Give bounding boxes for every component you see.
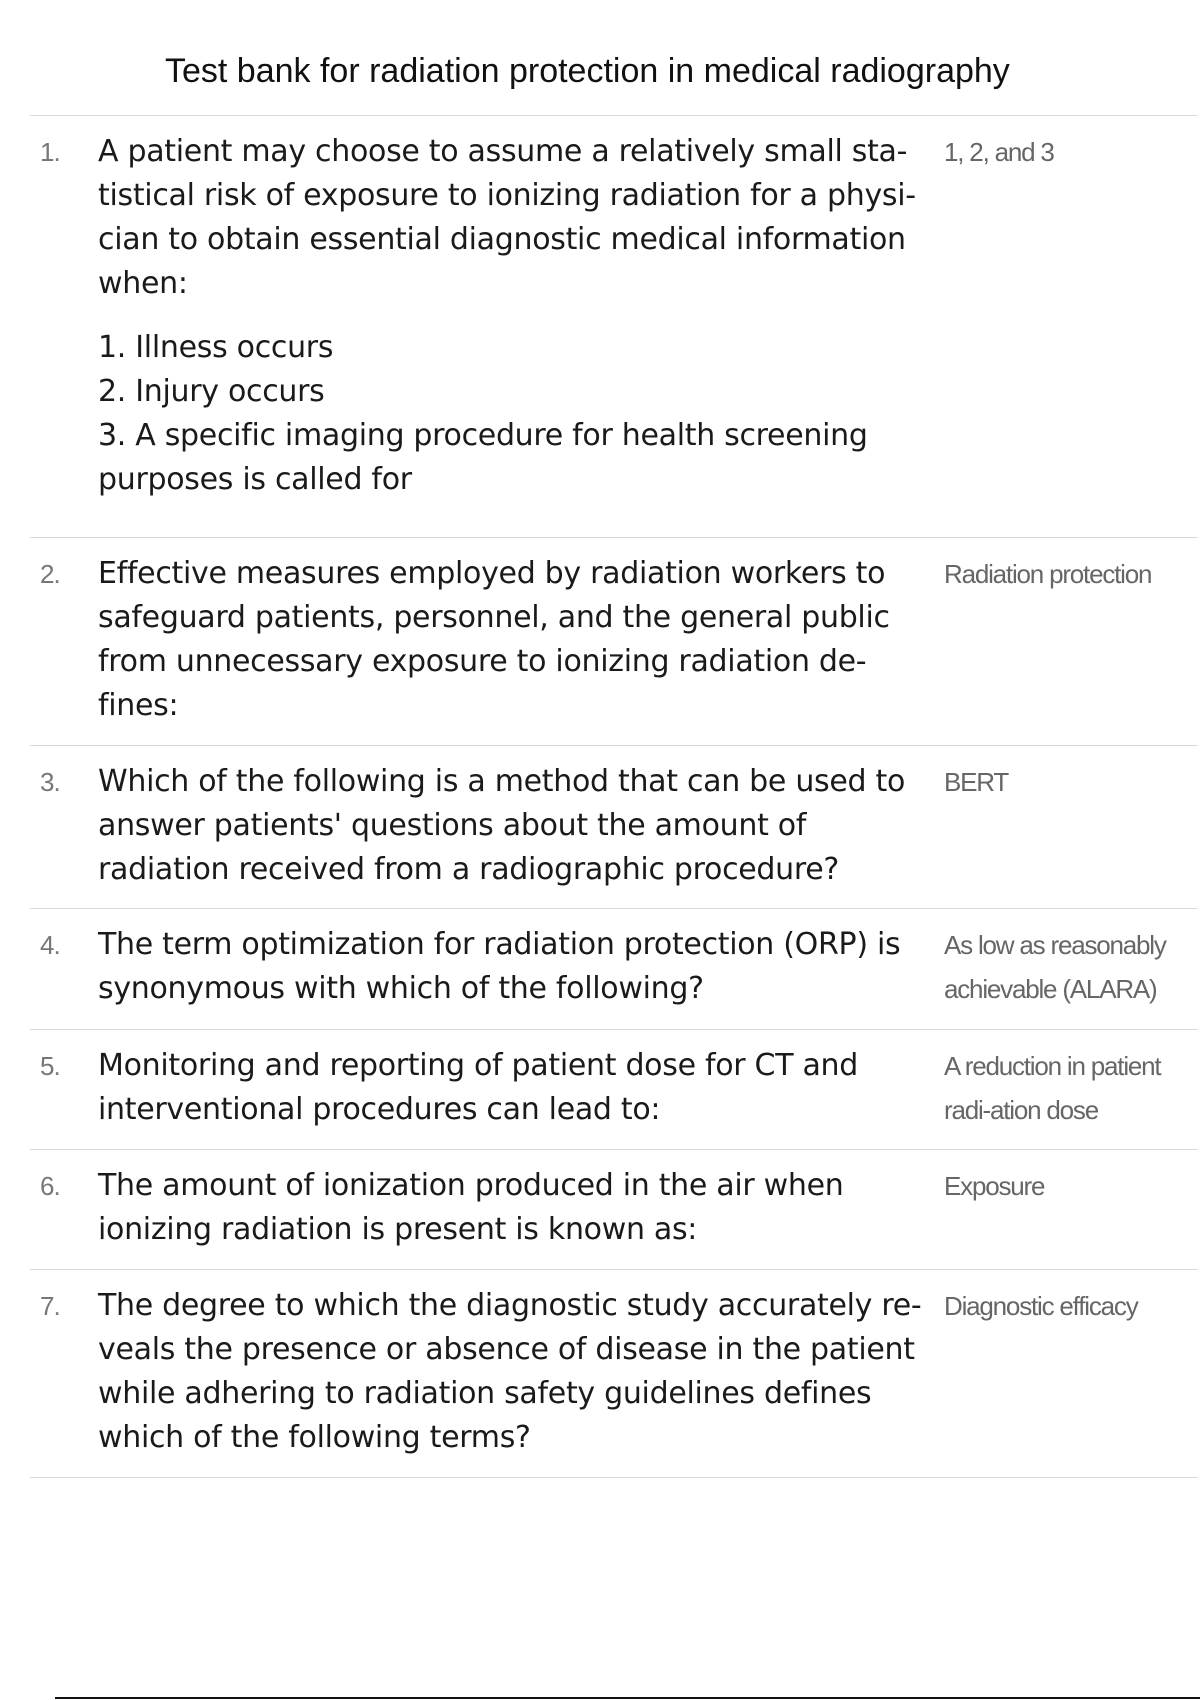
- question-option: 3. A specific imaging procedure for health screening purposes is called for: [98, 418, 868, 497]
- question-number: 2.: [40, 559, 60, 589]
- question-row-2: [30, 538, 1198, 746]
- question-text: [98, 552, 930, 728]
- question-stem: The term optimization for radiation protection (ORP) is synonymous with which of the following?: [98, 927, 901, 1006]
- question-row-7: [30, 1270, 1198, 1478]
- question-row-6: [30, 1150, 1198, 1270]
- question-stem: A patient may choose to assume a relatively small sta-tistical risk of exposure to ionizing radiation for a physi-cian to obtain essential diagnostic medical information when:: [98, 134, 916, 301]
- question-options: [98, 326, 930, 502]
- question-text: [98, 1164, 930, 1252]
- question-option: 1. Illness occurs: [98, 330, 334, 365]
- question-text: [98, 923, 930, 1011]
- question-stem: Effective measures employed by radiation workers to safeguard patients, personnel, and the general public from unnecessary exposure to ionizing radiation de-fines:: [98, 556, 890, 723]
- question-number: 1.: [40, 137, 60, 167]
- question-answer: BERT: [944, 767, 1009, 797]
- question-answer: Diagnostic efficacy: [944, 1291, 1138, 1321]
- question-stem: Which of the following is a method that can be used to answer patients' questions about the amount of radiation received from a radiographic procedure?: [98, 764, 906, 887]
- page-title: Test bank for radiation protection in medical radiography: [165, 52, 1010, 90]
- question-number: 7.: [40, 1291, 60, 1321]
- question-row-5: [30, 1030, 1198, 1150]
- question-number: 3.: [40, 767, 60, 797]
- question-answer: A reduction in patient radi-ation dose: [944, 1051, 1161, 1125]
- question-answer: As low as reasonably achievable (ALARA): [944, 930, 1166, 1004]
- question-stem: The degree to which the diagnostic study accurately re-veals the presence or absence of disease in the patient while adhering to radiation safety guidelines defines which of the following terms?: [98, 1288, 922, 1455]
- question-number: 6.: [40, 1171, 60, 1201]
- question-row-3: [30, 746, 1198, 909]
- question-answer: Exposure: [944, 1171, 1045, 1201]
- question-answer: Radiation protection: [944, 559, 1152, 589]
- question-number: 5.: [40, 1051, 60, 1081]
- question-stem: The amount of ionization produced in the air when ionizing radiation is present is known as:: [98, 1168, 844, 1247]
- question-stem: Monitoring and reporting of patient dose for CT and interventional procedures can lead to:: [98, 1048, 858, 1127]
- question-number: 4.: [40, 930, 60, 960]
- question-option: 2. Injury occurs: [98, 374, 325, 409]
- question-text: [98, 1044, 930, 1132]
- question-text: [98, 1284, 930, 1460]
- question-text: [98, 760, 930, 892]
- question-row-4: [30, 909, 1198, 1030]
- question-answer: 1, 2, and 3: [944, 137, 1054, 167]
- question-text: [98, 130, 930, 532]
- question-list: [30, 115, 1198, 1478]
- question-row-1: [30, 116, 1198, 538]
- bottom-divider: [55, 1697, 1200, 1699]
